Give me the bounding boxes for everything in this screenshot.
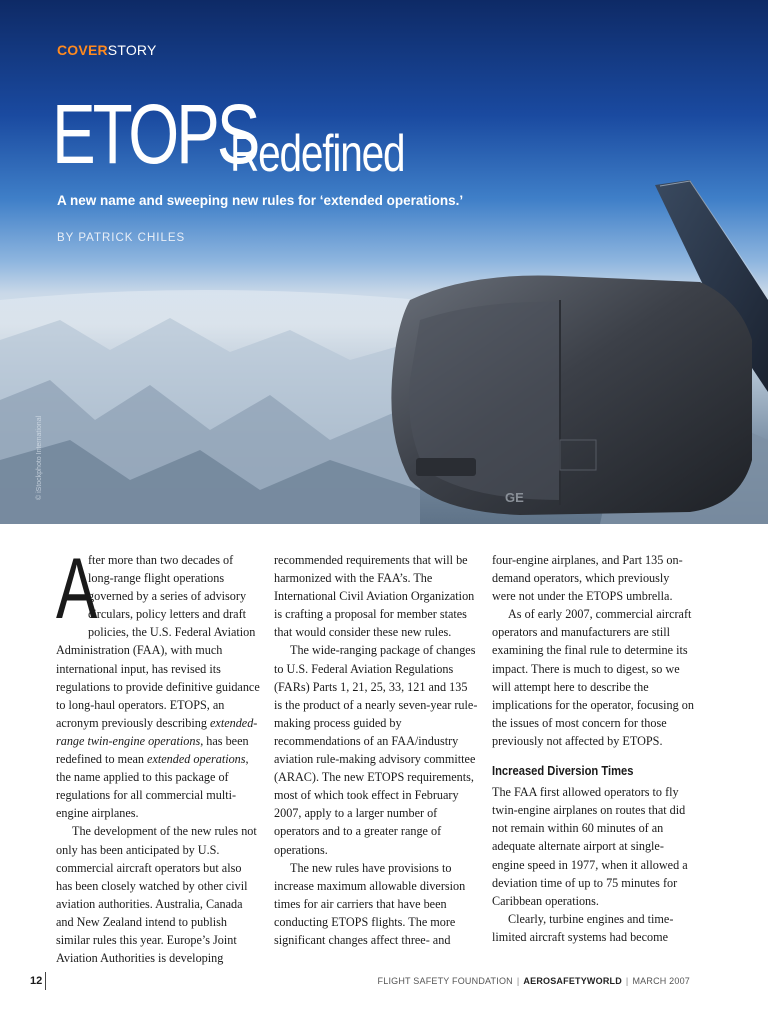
paragraph: The FAA first allowed operators to fly twin-engine airplanes on routes that did not remain within 60 minutes of an adequate alternate airport at single-engine speed in 1977, when it allowed a deviation time of up to 75 minutes for Caribbean operations.: [492, 785, 688, 908]
kicker-bold: COVER: [57, 42, 108, 58]
paragraph: As of early 2007, commercial aircraft operators and manufacturers are still examining the final rule to determine its impact. There is much to digest, so we will attempt here to describe the implications for the operator, focusing on the issues of most concern for those previously not affected by ETOPS.: [492, 607, 694, 748]
column-3: [492, 551, 696, 946]
column-2: [274, 551, 478, 949]
page-number-divider: [45, 972, 46, 990]
article-title: [52, 87, 405, 183]
footer-separator: |: [516, 976, 520, 986]
drop-cap: A: [56, 541, 98, 637]
section-kicker: [57, 42, 157, 58]
italic-term: extended-range twin-engine operations: [56, 715, 258, 748]
paragraph: The wide-ranging package of changes to U.S. Federal Aviation Regulations (FARs) Parts 1, 21, 25, 33, 121 and 135 is the product of a nearly seven-year rule-making process guided by recommendations of an FAA/industry aviation rule-making advisory committee (ARAC). The new ETOPS requirements, most of which took effect in February 2007, apply to a larger number of operators and to a greater range of operations.: [274, 643, 478, 857]
photo-credit: © iStockphoto International: [36, 415, 43, 500]
kicker-rest: STORY: [107, 42, 157, 58]
text-run: fter more than two decades of long-range flight operations governed by a series of advisory circulars, policy letters and draft policies, the U.S. Federal Aviation Administration (FAA), with much international input, has revised its regulations to provide definitive guidance to long-haul operators. ETOPS, an acronym previously describing: [56, 553, 260, 730]
issue-date: MARCH 2007: [632, 976, 690, 986]
footer-separator: |: [625, 976, 629, 986]
column-1: [56, 541, 260, 967]
paragraph: recommended requirements that will be harmonized with the FAA’s. The International Civil Aviation Organization is crafting a proposal for member states that would consider these new rules.: [274, 553, 475, 640]
text-run: , the name applied to this package of regulations for all commercial multi-engine airplanes.: [56, 752, 249, 821]
magazine-name: AEROSAFETYWORLD: [523, 976, 622, 986]
page-number: 12: [30, 975, 43, 987]
paragraph: Clearly, turbine engines and time-limited aircraft systems had become: [492, 911, 674, 944]
svg-text:GE: GE: [505, 490, 524, 505]
publisher-name: FLIGHT SAFETY FOUNDATION: [377, 976, 513, 986]
text-run: , has been redefined to mean: [56, 733, 249, 767]
title-main: ETOPS: [52, 87, 258, 181]
paragraph: The development of the new rules not only has been anticipated by U.S. commercial aircraft operators but also has been closely watched by other civil aviation authorities. Australia, Canada and New Zealand intend to publish similar rules this year. Europe’s Joint Aviation Authorities is developing: [56, 824, 257, 966]
article-subtitle: A new name and sweeping new rules for ‘extended operations.’: [57, 193, 464, 208]
title-rest: Redefined: [230, 125, 405, 183]
paragraph: The new rules have provisions to increase maximum allowable diversion times for air carriers that have been conducting ETOPS flights. The more significant changes affect three- and: [274, 860, 466, 947]
paragraph: four-engine airplanes, and Part 135 on-demand operators, which previously were not under the ETOPS umbrella.: [492, 553, 683, 604]
paragraph: [56, 541, 260, 822]
running-footer: [378, 976, 690, 986]
section-subhead: Increased Diversion Times: [492, 763, 634, 779]
italic-term: extended operations: [147, 752, 246, 767]
byline: BY PATRICK CHILES: [57, 232, 186, 244]
